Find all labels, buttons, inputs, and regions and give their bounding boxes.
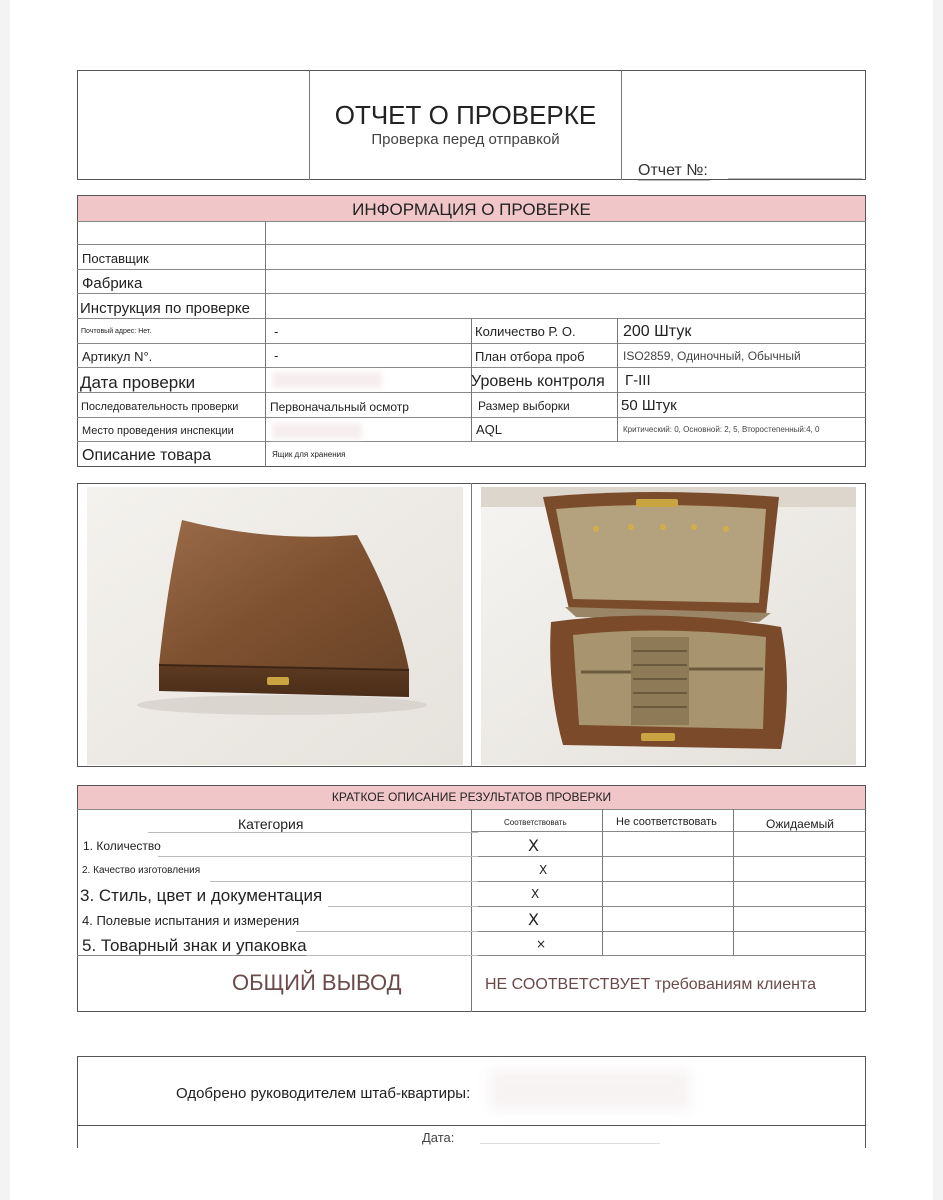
approval-date-label: Дата: — [422, 1130, 455, 1145]
col-expected-header: Ожидаемый — [766, 817, 834, 831]
level-label: Уровень контроля — [471, 373, 605, 390]
row-field-tests-conform-mark: X — [528, 910, 539, 929]
open-box-photo — [481, 487, 856, 765]
article-label: Артикул N°. — [82, 349, 153, 364]
po-value: - — [274, 324, 279, 339]
aql-label: AQL — [476, 422, 503, 437]
supplier-label: Поставщик — [82, 251, 149, 266]
row-packaging-label: 5. Товарный знак и упаковка — [82, 936, 307, 955]
row-workmanship-label: 2. Качество изготовления — [82, 865, 201, 876]
row-style-conform-mark: X — [531, 887, 540, 901]
quantity-value: 200 Штук — [623, 323, 692, 340]
summary-section-title: КРАТКОЕ ОПИСАНИЕ РЕЗУЛЬТАТОВ ПРОВЕРКИ — [331, 790, 612, 804]
conclusion-caps: НЕ СООТВЕТСТВУЕТ — [485, 976, 651, 993]
approval-section — [77, 1056, 866, 1148]
row-quantity-conform-mark: X — [528, 836, 539, 855]
place-redacted — [272, 423, 362, 439]
sample-size-value: 50 Штук — [621, 397, 677, 414]
description-label: Описание товара — [82, 447, 212, 464]
col-category-header: Категория — [238, 816, 304, 832]
sampling-value: ISO2859, Одиночный, Обычный — [623, 349, 801, 363]
quantity-label: Количество Р. О. — [475, 324, 576, 339]
row-field-tests-label: 4. Полевые испытания и измерения — [82, 913, 300, 928]
inspection-date-label: Дата проверки — [80, 373, 196, 392]
sequence-label: Последовательность проверки — [81, 401, 239, 413]
level-value: Г-III — [625, 372, 651, 389]
approved-by-label: Одобрено руководителем штаб-квартиры: — [176, 1085, 471, 1102]
report-number-label: Отчет №: — [638, 162, 708, 179]
po-label: Почтовый адрес: Нет. — [81, 328, 152, 335]
row-workmanship-conform-mark: X — [539, 863, 548, 877]
col-conform-header: Соответствовать — [504, 818, 567, 827]
article-value: - — [274, 348, 279, 363]
row-style-label: 3. Стиль, цвет и документация — [80, 886, 323, 905]
overall-conclusion-result — [485, 977, 816, 993]
sampling-label: План отбора проб — [475, 349, 585, 364]
place-label: Место проведения инспекции — [82, 425, 234, 437]
instruction-label: Инструкция по проверке — [80, 300, 250, 317]
overall-conclusion-label: ОБЩИЙ ВЫВОД — [232, 970, 402, 995]
inspection-date-redacted — [272, 372, 382, 388]
description-value: Ящик для хранения — [272, 450, 346, 459]
factory-label: Фабрика — [82, 275, 143, 292]
sequence-value: Первоначальный осмотр — [270, 400, 409, 414]
approval-signature-redacted — [490, 1070, 690, 1110]
conclusion-rest: требованиям клиента — [650, 976, 816, 993]
row-quantity-label: 1. Количество — [83, 839, 161, 853]
row-packaging-conform-mark: × — [536, 937, 547, 951]
report-subtitle: Проверка перед отправкой — [371, 131, 560, 148]
sample-size-label: Размер выборки — [478, 399, 570, 413]
info-section-title: ИНФОРМАЦИЯ О ПРОВЕРКЕ — [352, 200, 591, 219]
report-title: ОТЧЕТ О ПРОВЕРКЕ — [334, 100, 597, 130]
aql-value: Критический: 0, Основной: 2, 5, Второстепенный:4, 0 — [623, 425, 820, 434]
col-nonconform-header: Не соответствовать — [616, 816, 717, 828]
report-page — [10, 0, 933, 1200]
closed-box-photo — [87, 487, 463, 765]
